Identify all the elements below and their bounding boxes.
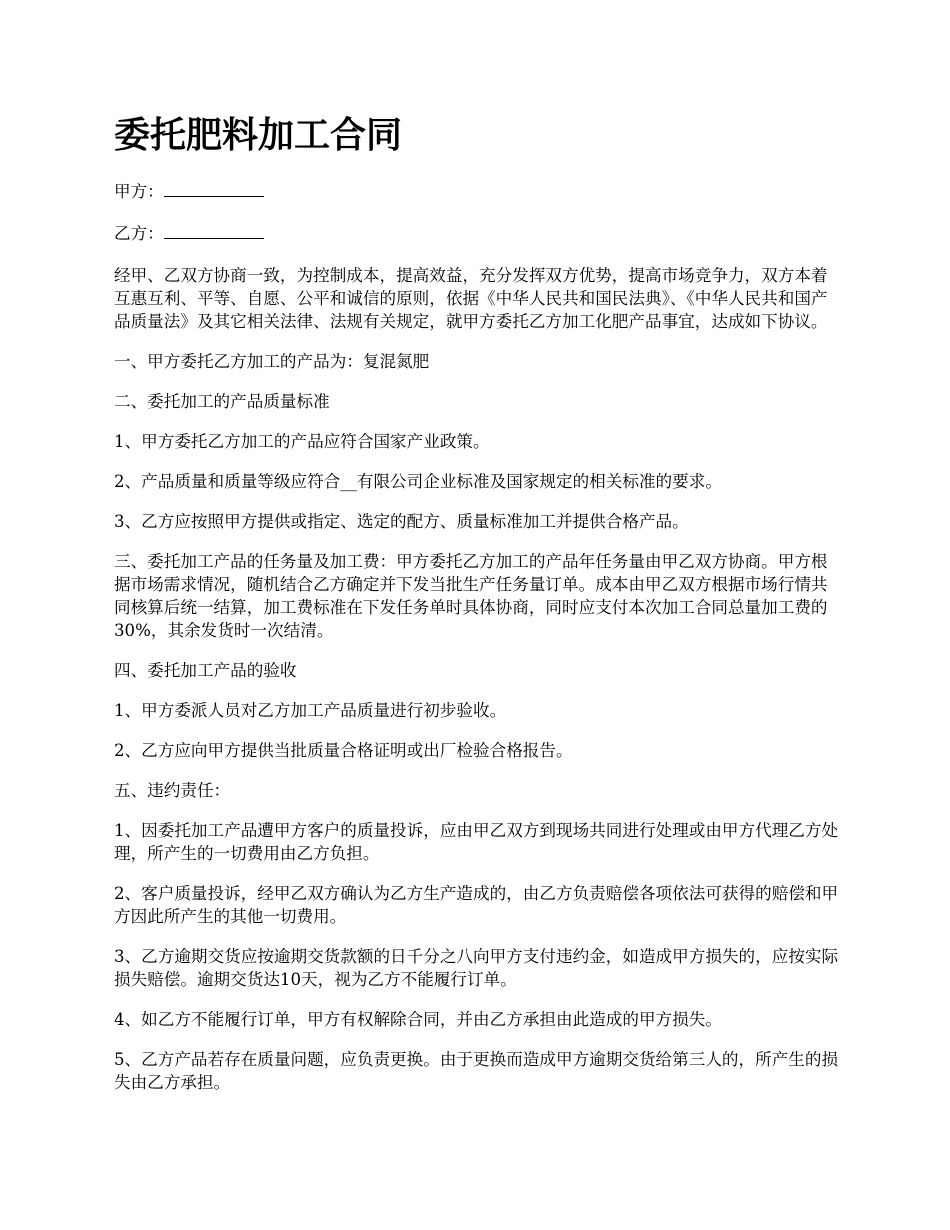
clause-1-heading: 一、甲方委托乙方加工的产品为：复混氮肥: [114, 352, 430, 371]
document-title: 委托肥料加工合同: [114, 115, 403, 156]
clause-2-heading: 二、委托加工的产品质量标准: [114, 392, 330, 411]
clause-2-item-2: 2、产品质量和质量等级应符合__有限公司企业标准及国家规定的相关标准的要求。: [114, 472, 722, 491]
clause-3-paragraph: 三、委托加工产品的任务量及加工费：甲方委托乙方加工的产品年任务量由甲乙双方协商。甲方根据市场需求情况，随机结合乙方确定并下发当批生产任务量订单。成本由甲乙双方根据市场行情共同核算后统一结算，加工费标准在下发任务单时具体协商，同时应支付本次加工合同总量加工费的30%，其余发货时一次结清。: [114, 552, 828, 640]
party-a-line: [114, 180, 844, 203]
clause-5-heading: 五、违约责任：: [114, 781, 231, 800]
clause-5-item-5: 5、乙方产品若存在质量问题，应负责更换。由于更换而造成甲方逾期交货给第三人的，所产生的损失由乙方承担。: [114, 1050, 839, 1092]
clause-2-item-1: 1、甲方委托乙方加工的产品应符合国家产业政策。: [114, 432, 490, 451]
clause-5-item-1: 1、因委托加工产品遭甲方客户的质量投诉，应由甲乙双方到现场共同进行处理或由甲方代理乙方处理，所产生的一切费用由乙方负担。: [114, 821, 839, 863]
clause-4-item-1: 1、甲方委派人员对乙方加工产品质量进行初步验收。: [114, 701, 507, 720]
clause-5-item-3: 3、乙方逾期交货应按逾期交货款额的日千分之八向甲方支付违约金，如造成甲方损失的，应按实际损失赔偿。逾期交货达10天，视为乙方不能履行订单。: [114, 947, 839, 989]
party-a-label: 甲方：: [114, 182, 164, 201]
clause-4-item-2: 2、乙方应向甲方提供当批质量合格证明或出厂检验合格报告。: [114, 741, 573, 760]
document-body: [114, 112, 844, 1111]
party-a-blank: [164, 181, 264, 197]
clause-5-item-2: 2、客户质量投诉，经甲乙双方确认为乙方生产造成的，由乙方负责赔偿各项依法可获得的赔偿和甲方因此所产生的其他一切费用。: [114, 884, 839, 926]
clause-5-item-4: 4、如乙方不能履行订单，甲方有权解除合同，并由乙方承担由此造成的甲方损失。: [114, 1010, 722, 1029]
clause-4-heading: 四、委托加工产品的验收: [114, 661, 297, 680]
clause-2-item-3: 3、乙方应按照甲方提供或指定、选定的配方、质量标准加工并提供合格产品。: [114, 512, 689, 531]
party-b-line: [114, 222, 844, 245]
party-b-blank: [164, 223, 264, 239]
preamble-paragraph: 经甲、乙双方协商一致，为控制成本，提高效益，充分发挥双方优势，提高市场竞争力，双方本着互惠互利、平等、自愿、公平和诚信的原则，依据《中华人民共和国民法典》、《中华人民共和国产品质量法》及其它相关法律、法规有关规定，就甲方委托乙方加工化肥产品事宜，达成如下协议。: [114, 266, 828, 331]
party-b-label: 乙方：: [114, 224, 164, 243]
